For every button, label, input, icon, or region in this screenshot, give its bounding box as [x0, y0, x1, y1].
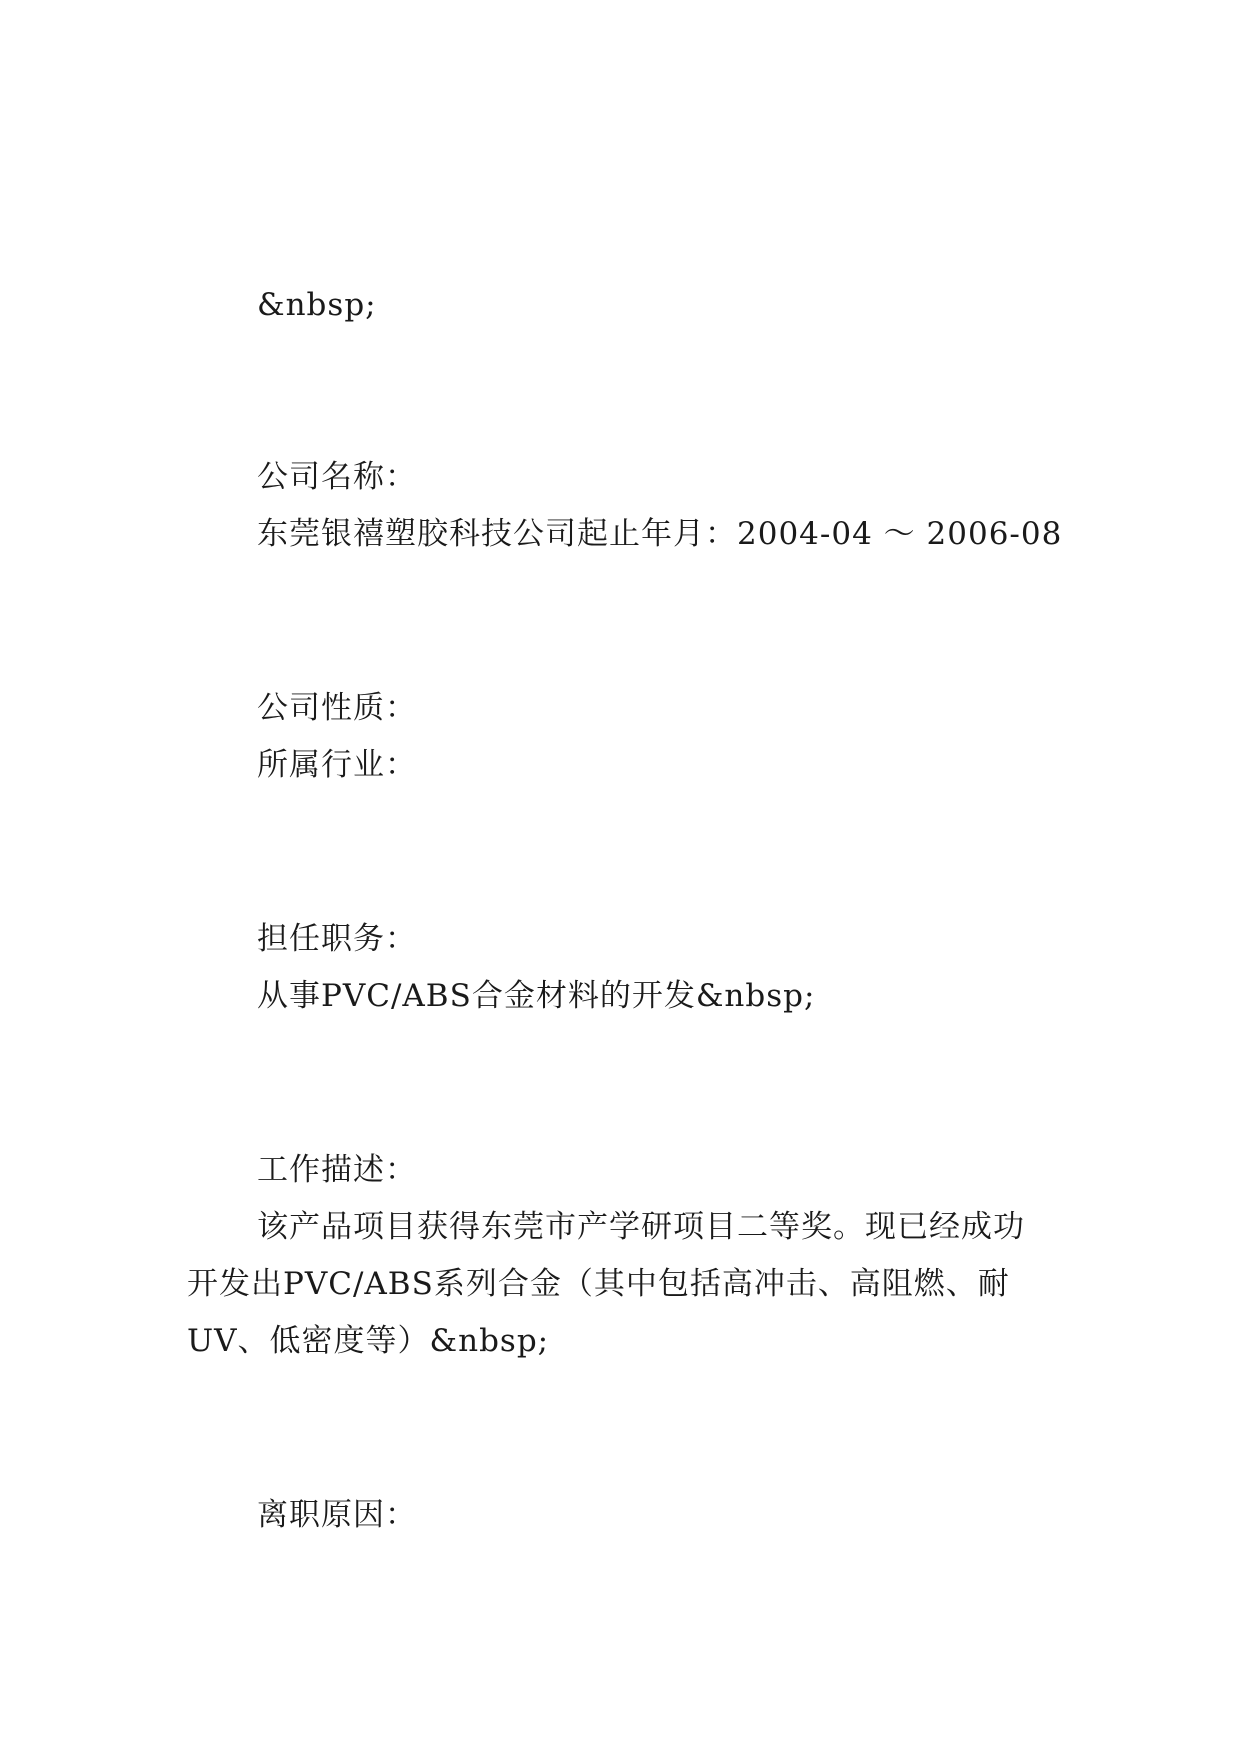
leave-reason-label: 离职原因：: [257, 1497, 417, 1533]
job-description-line-3: UV、低密度等）&nbsp;: [187, 1323, 550, 1359]
nbsp-line: &nbsp;: [257, 287, 377, 323]
position-label: 担任职务：: [257, 921, 417, 957]
company-name-label: 公司名称：: [257, 459, 417, 495]
position-value: 从事PVC/ABS合金材料的开发&nbsp;: [257, 978, 816, 1014]
industry-label: 所属行业：: [257, 747, 417, 783]
job-description-line-2: 开发出PVC/ABS系列合金（其中包括高冲击、高阻燃、耐: [187, 1266, 1010, 1302]
job-description-label: 工作描述：: [257, 1152, 417, 1188]
job-description-line-1: 该产品项目获得东莞市产学研项目二等奖。现已经成功: [257, 1209, 1025, 1245]
company-name-value: 东莞银禧塑胶科技公司起止年月：2004-04 ～ 2006-08: [257, 516, 1063, 552]
company-nature-label: 公司性质：: [257, 690, 417, 726]
